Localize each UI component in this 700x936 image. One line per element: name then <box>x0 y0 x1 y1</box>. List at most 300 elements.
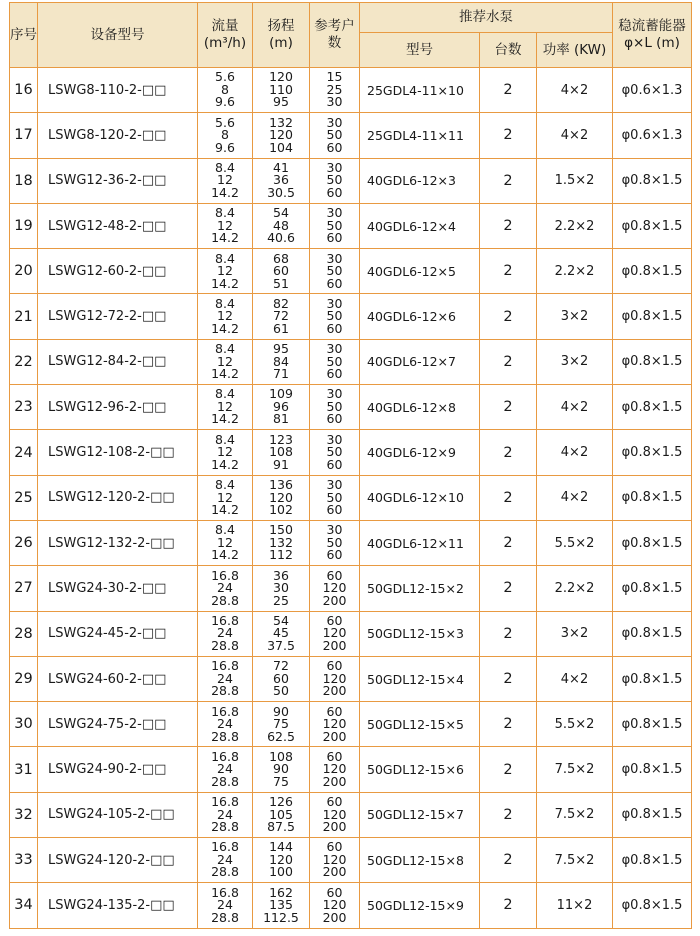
cell-flow-value: 8.4 <box>215 159 235 175</box>
cell-households-value: 120 <box>322 806 347 822</box>
header-head-unit: (m) <box>269 35 293 51</box>
cell-pump-power: 3×2 <box>537 339 613 384</box>
header-flow-label: 流量 <box>211 18 239 34</box>
cell-seq: 28 <box>10 611 38 656</box>
cell-head-value: 132 <box>269 114 293 130</box>
cell-head-value: 36 <box>273 567 289 583</box>
cell-flow-value: 12 <box>217 353 233 369</box>
cell-flow-value: 28.8 <box>211 909 239 925</box>
cell-pump-count: 2 <box>480 566 537 611</box>
cell-head-value: 132 <box>269 534 293 550</box>
cell-flow-value: 12 <box>217 308 233 324</box>
cell-accumulator: φ0.8×1.5 <box>613 249 692 294</box>
cell-head-value: 36 <box>273 172 289 188</box>
cell-head-value: 120 <box>269 127 293 143</box>
table-row <box>10 203 692 248</box>
cell-model: LSWG12-60-2-□□ <box>38 249 198 294</box>
cell-head-value: 120 <box>269 69 293 85</box>
cell-accumulator: φ0.8×1.5 <box>613 611 692 656</box>
cell-flow-value: 12 <box>217 534 233 550</box>
header-pump-power: 功率 (KW) <box>537 33 613 68</box>
cell-head-value: 37.5 <box>267 637 295 653</box>
cell-households-value: 200 <box>322 728 347 744</box>
cell-households <box>310 294 360 339</box>
cell-head <box>253 611 310 656</box>
cell-households <box>310 747 360 792</box>
cell-model: LSWG12-72-2-□□ <box>38 294 198 339</box>
cell-pump-power: 5.5×2 <box>537 702 613 747</box>
cell-head-value: 102 <box>269 502 293 518</box>
cell-flow <box>198 203 253 248</box>
cell-pump-count: 2 <box>480 747 537 792</box>
cell-households <box>310 113 360 158</box>
cell-households-value: 60 <box>326 658 343 674</box>
cell-households-value: 200 <box>322 683 347 699</box>
header-households: 参考户数 <box>310 3 360 68</box>
cell-model: LSWG24-30-2-□□ <box>38 566 198 611</box>
cell-households-value: 15 <box>326 69 343 85</box>
table-row <box>10 68 692 113</box>
cell-accumulator: φ0.8×1.5 <box>613 566 692 611</box>
header-accumulator <box>613 3 692 68</box>
cell-head <box>253 68 310 113</box>
table-row <box>10 249 692 294</box>
table-row <box>10 294 692 339</box>
cell-pump-count: 2 <box>480 385 537 430</box>
cell-head-value: 162 <box>269 884 293 900</box>
cell-households-value: 60 <box>326 275 343 291</box>
cell-households-value: 120 <box>322 580 347 596</box>
cell-head-value: 81 <box>273 411 289 427</box>
cell-flow <box>198 792 253 837</box>
cell-pump-model: 50GDL12-15×8 <box>360 838 480 883</box>
header-accumulator-dim: φ×L (m) <box>624 35 680 51</box>
cell-model: LSWG12-120-2-□□ <box>38 475 198 520</box>
cell-head-value: 75 <box>273 716 289 732</box>
cell-seq: 33 <box>10 838 38 883</box>
cell-pump-model: 40GDL6-12×7 <box>360 339 480 384</box>
cell-households-value: 200 <box>322 592 347 608</box>
cell-seq: 16 <box>10 68 38 113</box>
cell-households-value: 50 <box>326 127 343 143</box>
cell-households-value: 30 <box>326 522 343 538</box>
cell-households-value: 50 <box>326 353 343 369</box>
cell-pump-power: 7.5×2 <box>537 747 613 792</box>
cell-pump-count: 2 <box>480 249 537 294</box>
header-seq: 序号 <box>10 3 38 68</box>
cell-model: LSWG24-120-2-□□ <box>38 838 198 883</box>
table-row <box>10 520 692 565</box>
cell-head-value: 108 <box>269 444 293 460</box>
cell-households-value: 50 <box>326 308 343 324</box>
cell-flow-value: 9.6 <box>215 94 235 110</box>
cell-accumulator: φ0.8×1.5 <box>613 702 692 747</box>
cell-households <box>310 203 360 248</box>
cell-flow-value: 12 <box>217 172 233 188</box>
cell-households-value: 30 <box>326 341 343 357</box>
table-row <box>10 113 692 158</box>
cell-head-value: 54 <box>273 612 289 628</box>
cell-households-value: 60 <box>326 411 343 427</box>
cell-pump-model: 40GDL6-12×4 <box>360 203 480 248</box>
cell-households <box>310 611 360 656</box>
cell-head-value: 45 <box>273 625 289 641</box>
cell-accumulator: φ0.6×1.3 <box>613 113 692 158</box>
cell-flow-value: 8.4 <box>215 205 235 221</box>
cell-head-value: 150 <box>269 522 293 538</box>
cell-head-value: 30.5 <box>267 184 295 200</box>
cell-flow-value: 24 <box>217 806 233 822</box>
cell-households-value: 200 <box>322 909 347 925</box>
cell-head-value: 87.5 <box>267 819 295 835</box>
cell-head-value: 110 <box>269 81 293 97</box>
table-row <box>10 702 692 747</box>
cell-flow-value: 16.8 <box>211 794 239 810</box>
cell-flow-value: 8 <box>221 81 229 97</box>
cell-head <box>253 158 310 203</box>
cell-accumulator: φ0.8×1.5 <box>613 158 692 203</box>
cell-pump-model: 25GDL4-11×10 <box>360 68 480 113</box>
cell-pump-power: 5.5×2 <box>537 520 613 565</box>
cell-head-value: 75 <box>273 773 289 789</box>
cell-head-value: 50 <box>273 683 289 699</box>
cell-seq: 27 <box>10 566 38 611</box>
cell-accumulator: φ0.8×1.5 <box>613 656 692 701</box>
equipment-spec-sheet <box>9 2 691 932</box>
cell-flow <box>198 838 253 883</box>
cell-accumulator: φ0.6×1.3 <box>613 68 692 113</box>
cell-model: LSWG24-60-2-□□ <box>38 656 198 701</box>
cell-flow <box>198 294 253 339</box>
cell-flow-value: 12 <box>217 489 233 505</box>
cell-households-value: 30 <box>326 205 343 221</box>
cell-head <box>253 792 310 837</box>
cell-model: LSWG8-110-2-□□ <box>38 68 198 113</box>
cell-pump-power: 7.5×2 <box>537 838 613 883</box>
cell-flow-value: 12 <box>217 398 233 414</box>
header-head <box>253 3 310 68</box>
cell-pump-count: 2 <box>480 430 537 475</box>
cell-head-value: 72 <box>273 308 289 324</box>
cell-accumulator: φ0.8×1.5 <box>613 294 692 339</box>
cell-head-value: 54 <box>273 205 289 221</box>
cell-households-value: 120 <box>322 897 347 913</box>
cell-households <box>310 475 360 520</box>
cell-pump-model: 40GDL6-12×3 <box>360 158 480 203</box>
cell-flow <box>198 475 253 520</box>
cell-head-value: 136 <box>269 477 293 493</box>
cell-pump-power: 7.5×2 <box>537 792 613 837</box>
cell-pump-model: 50GDL12-15×9 <box>360 883 480 928</box>
cell-pump-count: 2 <box>480 838 537 883</box>
cell-flow <box>198 747 253 792</box>
cell-pump-count: 2 <box>480 656 537 701</box>
cell-pump-model: 40GDL6-12×10 <box>360 475 480 520</box>
cell-head <box>253 339 310 384</box>
cell-households-value: 60 <box>326 139 343 155</box>
cell-seq: 23 <box>10 385 38 430</box>
cell-head-value: 144 <box>269 839 293 855</box>
cell-flow-value: 8.4 <box>215 341 235 357</box>
cell-head-value: 91 <box>273 456 289 472</box>
header-flow-unit: (m³/h) <box>203 35 247 51</box>
cell-head-value: 105 <box>269 806 293 822</box>
table-row <box>10 792 692 837</box>
table-row <box>10 339 692 384</box>
cell-pump-power: 4×2 <box>537 656 613 701</box>
cell-head <box>253 249 310 294</box>
cell-pump-power: 3×2 <box>537 294 613 339</box>
cell-pump-model: 40GDL6-12×9 <box>360 430 480 475</box>
cell-households <box>310 520 360 565</box>
cell-flow-value: 16.8 <box>211 658 239 674</box>
cell-head <box>253 883 310 928</box>
cell-flow-value: 9.6 <box>215 139 235 155</box>
cell-pump-power: 2.2×2 <box>537 566 613 611</box>
cell-head-value: 60 <box>273 263 289 279</box>
cell-accumulator: φ0.8×1.5 <box>613 385 692 430</box>
cell-pump-power: 4×2 <box>537 430 613 475</box>
cell-pump-count: 2 <box>480 339 537 384</box>
cell-households <box>310 385 360 430</box>
cell-head-value: 90 <box>273 761 289 777</box>
cell-pump-count: 2 <box>480 520 537 565</box>
table-row <box>10 883 692 928</box>
cell-head-value: 48 <box>273 217 289 233</box>
table-row <box>10 611 692 656</box>
cell-flow <box>198 566 253 611</box>
table-row <box>10 158 692 203</box>
cell-pump-count: 2 <box>480 792 537 837</box>
cell-pump-count: 2 <box>480 611 537 656</box>
cell-pump-model: 25GDL4-11×11 <box>360 113 480 158</box>
table-row <box>10 656 692 701</box>
cell-households-value: 50 <box>326 398 343 414</box>
cell-flow-value: 12 <box>217 217 233 233</box>
cell-head <box>253 747 310 792</box>
cell-households-value: 30 <box>326 431 343 447</box>
cell-pump-power: 4×2 <box>537 385 613 430</box>
cell-head-value: 84 <box>273 353 289 369</box>
cell-head-value: 72 <box>273 658 289 674</box>
cell-flow <box>198 68 253 113</box>
cell-head-value: 60 <box>273 670 289 686</box>
cell-flow-value: 8.4 <box>215 431 235 447</box>
cell-seq: 26 <box>10 520 38 565</box>
cell-head-value: 126 <box>269 794 293 810</box>
cell-flow-value: 8 <box>221 127 229 143</box>
cell-flow-value: 14.2 <box>211 275 239 291</box>
cell-pump-power: 4×2 <box>537 113 613 158</box>
cell-head-value: 61 <box>273 320 289 336</box>
cell-households-value: 120 <box>322 670 347 686</box>
cell-flow-value: 16.8 <box>211 839 239 855</box>
cell-pump-power: 11×2 <box>537 883 613 928</box>
cell-flow <box>198 430 253 475</box>
cell-head-value: 62.5 <box>267 728 295 744</box>
cell-households-value: 60 <box>326 748 343 764</box>
cell-flow-value: 16.8 <box>211 748 239 764</box>
cell-model: LSWG24-105-2-□□ <box>38 792 198 837</box>
cell-households-value: 60 <box>326 884 343 900</box>
cell-pump-model: 50GDL12-15×7 <box>360 792 480 837</box>
cell-households-value: 50 <box>326 534 343 550</box>
cell-head-value: 41 <box>273 159 289 175</box>
cell-head-value: 120 <box>269 851 293 867</box>
cell-accumulator: φ0.8×1.5 <box>613 430 692 475</box>
cell-accumulator: φ0.8×1.5 <box>613 747 692 792</box>
table-row <box>10 430 692 475</box>
cell-households-value: 60 <box>326 567 343 583</box>
cell-pump-model: 50GDL12-15×4 <box>360 656 480 701</box>
cell-households-value: 50 <box>326 172 343 188</box>
cell-head-value: 135 <box>269 897 293 913</box>
cell-households-value: 60 <box>326 839 343 855</box>
cell-pump-model: 50GDL12-15×3 <box>360 611 480 656</box>
cell-head <box>253 475 310 520</box>
cell-households-value: 60 <box>326 366 343 382</box>
cell-flow-value: 14.2 <box>211 230 239 246</box>
cell-accumulator: φ0.8×1.5 <box>613 883 692 928</box>
cell-households-value: 30 <box>326 94 343 110</box>
cell-households <box>310 566 360 611</box>
cell-pump-model: 40GDL6-12×6 <box>360 294 480 339</box>
cell-head-value: 104 <box>269 139 293 155</box>
header-accumulator-label: 稳流蓄能器 <box>618 18 686 34</box>
cell-head <box>253 113 310 158</box>
cell-accumulator: φ0.8×1.5 <box>613 475 692 520</box>
cell-households <box>310 430 360 475</box>
cell-flow-value: 28.8 <box>211 728 239 744</box>
cell-head-value: 71 <box>273 366 289 382</box>
cell-pump-model: 40GDL6-12×11 <box>360 520 480 565</box>
table-row <box>10 475 692 520</box>
cell-model: LSWG12-36-2-□□ <box>38 158 198 203</box>
cell-head-value: 40.6 <box>267 230 295 246</box>
cell-households <box>310 883 360 928</box>
cell-head <box>253 838 310 883</box>
cell-head-value: 112.5 <box>263 909 299 925</box>
cell-flow-value: 16.8 <box>211 567 239 583</box>
cell-flow-value: 14.2 <box>211 366 239 382</box>
cell-head-value: 100 <box>269 864 293 880</box>
cell-head-value: 120 <box>269 489 293 505</box>
cell-model: LSWG24-75-2-□□ <box>38 702 198 747</box>
cell-pump-count: 2 <box>480 68 537 113</box>
cell-pump-count: 2 <box>480 203 537 248</box>
cell-households-value: 60 <box>326 794 343 810</box>
cell-flow-value: 8.4 <box>215 295 235 311</box>
cell-households-value: 30 <box>326 477 343 493</box>
cell-model: LSWG24-135-2-□□ <box>38 883 198 928</box>
cell-accumulator: φ0.8×1.5 <box>613 520 692 565</box>
header-model: 设备型号 <box>38 3 198 68</box>
cell-pump-count: 2 <box>480 158 537 203</box>
cell-households-value: 120 <box>322 625 347 641</box>
cell-households-value: 25 <box>326 81 343 97</box>
cell-head <box>253 294 310 339</box>
cell-flow-value: 12 <box>217 444 233 460</box>
cell-flow-value: 14.2 <box>211 320 239 336</box>
cell-flow <box>198 249 253 294</box>
cell-flow-value: 16.8 <box>211 612 239 628</box>
cell-flow-value: 28.8 <box>211 819 239 835</box>
table-body <box>10 68 692 929</box>
cell-seq: 34 <box>10 883 38 928</box>
cell-pump-count: 2 <box>480 883 537 928</box>
cell-model: LSWG24-90-2-□□ <box>38 747 198 792</box>
cell-head-value: 30 <box>273 580 289 596</box>
cell-households-value: 120 <box>322 716 347 732</box>
cell-flow-value: 28.8 <box>211 592 239 608</box>
cell-households-value: 200 <box>322 637 347 653</box>
cell-flow-value: 5.6 <box>215 69 235 85</box>
cell-pump-model: 40GDL6-12×8 <box>360 385 480 430</box>
cell-flow-value: 24 <box>217 851 233 867</box>
cell-flow-value: 14.2 <box>211 456 239 472</box>
cell-model: LSWG12-84-2-□□ <box>38 339 198 384</box>
cell-households-value: 60 <box>326 612 343 628</box>
header-pump-count: 台数 <box>480 33 537 68</box>
cell-flow <box>198 158 253 203</box>
cell-households <box>310 702 360 747</box>
cell-accumulator: φ0.8×1.5 <box>613 339 692 384</box>
cell-flow <box>198 385 253 430</box>
cell-flow <box>198 113 253 158</box>
cell-flow-value: 24 <box>217 761 233 777</box>
cell-model: LSWG12-48-2-□□ <box>38 203 198 248</box>
equipment-spec-table <box>9 2 692 929</box>
cell-model: LSWG8-120-2-□□ <box>38 113 198 158</box>
cell-households-value: 30 <box>326 295 343 311</box>
cell-seq: 31 <box>10 747 38 792</box>
cell-seq: 30 <box>10 702 38 747</box>
table-row <box>10 747 692 792</box>
cell-households-value: 60 <box>326 456 343 472</box>
cell-flow-value: 14.2 <box>211 184 239 200</box>
cell-pump-model: 40GDL6-12×5 <box>360 249 480 294</box>
cell-head-value: 123 <box>269 431 293 447</box>
cell-accumulator: φ0.8×1.5 <box>613 838 692 883</box>
cell-flow-value: 24 <box>217 670 233 686</box>
cell-pump-count: 2 <box>480 294 537 339</box>
cell-households-value: 50 <box>326 444 343 460</box>
cell-flow <box>198 339 253 384</box>
cell-accumulator: φ0.8×1.5 <box>613 792 692 837</box>
header-flow <box>198 3 253 68</box>
cell-head-value: 90 <box>273 703 289 719</box>
cell-seq: 32 <box>10 792 38 837</box>
cell-model: LSWG12-132-2-□□ <box>38 520 198 565</box>
cell-flow <box>198 656 253 701</box>
cell-seq: 17 <box>10 113 38 158</box>
cell-head <box>253 520 310 565</box>
cell-pump-power: 2.2×2 <box>537 249 613 294</box>
cell-pump-model: 50GDL12-15×5 <box>360 702 480 747</box>
cell-seq: 21 <box>10 294 38 339</box>
cell-households-value: 60 <box>326 703 343 719</box>
header-pump-model: 型号 <box>360 33 480 68</box>
cell-flow-value: 14.2 <box>211 411 239 427</box>
cell-households-value: 60 <box>326 502 343 518</box>
cell-households-value: 60 <box>326 184 343 200</box>
cell-seq: 29 <box>10 656 38 701</box>
cell-households-value: 50 <box>326 217 343 233</box>
cell-households <box>310 792 360 837</box>
header-head-label: 扬程 <box>267 18 295 34</box>
cell-pump-power: 3×2 <box>537 611 613 656</box>
cell-flow-value: 24 <box>217 716 233 732</box>
